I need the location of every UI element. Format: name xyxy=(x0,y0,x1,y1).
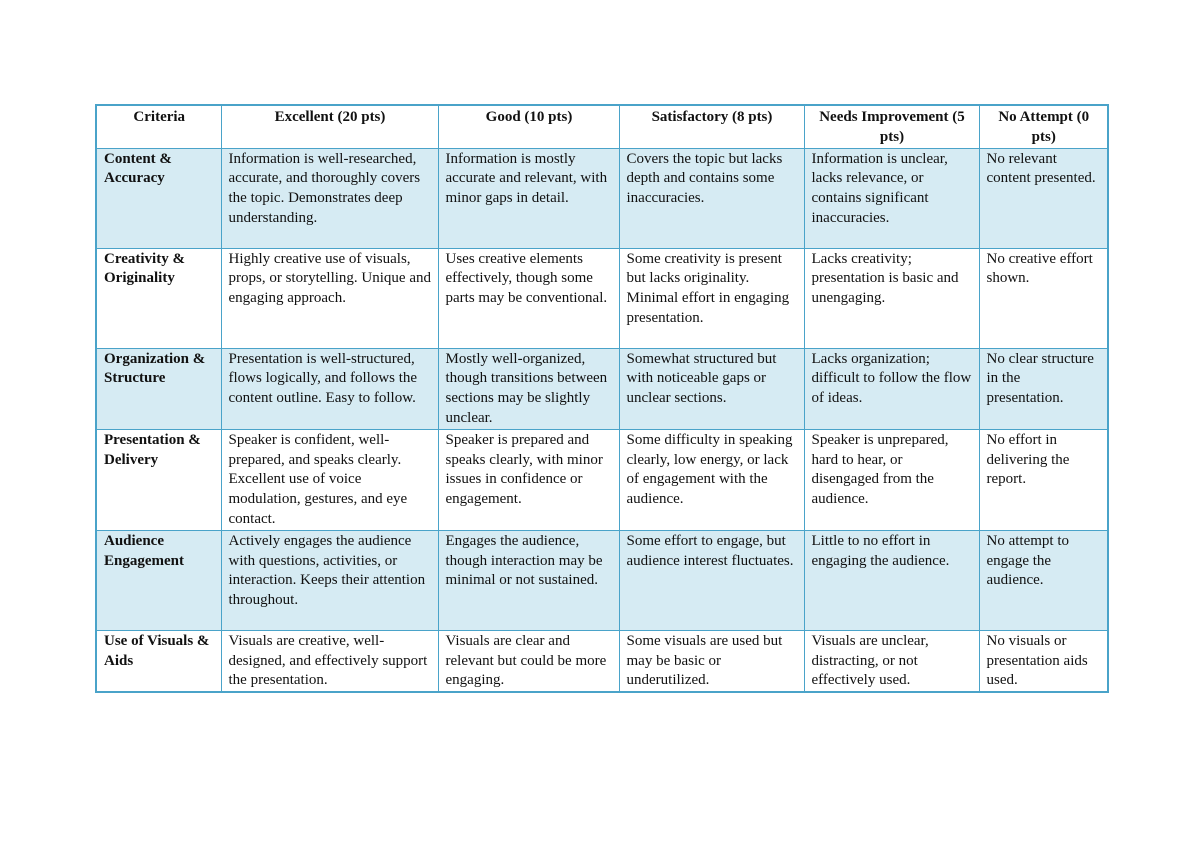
header-good: Good (10 pts) xyxy=(438,105,619,148)
table-row xyxy=(96,530,1108,630)
header-needs-improvement: Needs Improvement (5 pts) xyxy=(804,105,979,148)
table-row xyxy=(96,148,1108,248)
rubric-cell: No creative effort shown. xyxy=(979,248,1108,348)
rubric-cell: No relevant content presented. xyxy=(979,148,1108,248)
rubric-cell: No visuals or presentation aids used. xyxy=(979,630,1108,692)
header-criteria: Criteria xyxy=(96,105,221,148)
rubric-cell: Speaker is prepared and speaks clearly, with minor issues in confidence or engagement. xyxy=(438,429,619,530)
rubric-cell: Information is well-researched, accurate, and thoroughly covers the topic. Demonstrates deep understanding. xyxy=(221,148,438,248)
rubric-cell: Some visuals are used but may be basic or underutilized. xyxy=(619,630,804,692)
rubric-cell: No clear structure in the presentation. xyxy=(979,348,1108,429)
header-no-attempt: No Attempt (0 pts) xyxy=(979,105,1108,148)
rubric-cell: Highly creative use of visuals, props, or storytelling. Unique and engaging approach. xyxy=(221,248,438,348)
criterion-cell: Creativity & Originality xyxy=(96,248,221,348)
table-row xyxy=(96,248,1108,348)
rubric-cell: Information is unclear, lacks relevance, or contains significant inaccuracies. xyxy=(804,148,979,248)
header-satisfactory: Satisfactory (8 pts) xyxy=(619,105,804,148)
header-row xyxy=(96,105,1108,148)
table-row xyxy=(96,630,1108,692)
criterion-cell: Use of Visuals & Aids xyxy=(96,630,221,692)
rubric-table xyxy=(95,104,1109,693)
rubric-cell: Visuals are creative, well-designed, and effectively support the presentation. xyxy=(221,630,438,692)
rubric-cell: No attempt to engage the audience. xyxy=(979,530,1108,630)
rubric-cell: Little to no effort in engaging the audience. xyxy=(804,530,979,630)
rubric-cell: Some effort to engage, but audience interest fluctuates. xyxy=(619,530,804,630)
criterion-cell: Organization & Structure xyxy=(96,348,221,429)
criterion-cell: Presentation & Delivery xyxy=(96,429,221,530)
rubric-cell: Information is mostly accurate and relevant, with minor gaps in detail. xyxy=(438,148,619,248)
rubric-cell: No effort in delivering the report. xyxy=(979,429,1108,530)
table-row xyxy=(96,348,1108,429)
rubric-cell: Somewhat structured but with noticeable gaps or unclear sections. xyxy=(619,348,804,429)
header-excellent: Excellent (20 pts) xyxy=(221,105,438,148)
rubric-cell: Actively engages the audience with questions, activities, or interaction. Keeps their attention throughout. xyxy=(221,530,438,630)
rubric-cell: Some difficulty in speaking clearly, low energy, or lack of engagement with the audience. xyxy=(619,429,804,530)
rubric-cell: Presentation is well-structured, flows logically, and follows the content outline. Easy to follow. xyxy=(221,348,438,429)
rubric-cell: Engages the audience, though interaction may be minimal or not sustained. xyxy=(438,530,619,630)
table-row xyxy=(96,429,1108,530)
rubric-cell: Uses creative elements effectively, though some parts may be conventional. xyxy=(438,248,619,348)
rubric-cell: Speaker is unprepared, hard to hear, or disengaged from the audience. xyxy=(804,429,979,530)
rubric-cell: Speaker is confident, well-prepared, and speaks clearly. Excellent use of voice modulation, gestures, and eye contact. xyxy=(221,429,438,530)
rubric-cell: Covers the topic but lacks depth and contains some inaccuracies. xyxy=(619,148,804,248)
rubric-cell: Some creativity is present but lacks originality. Minimal effort in engaging presentation. xyxy=(619,248,804,348)
rubric-cell: Lacks organization; difficult to follow the flow of ideas. xyxy=(804,348,979,429)
criterion-cell: Audience Engagement xyxy=(96,530,221,630)
rubric-cell: Visuals are clear and relevant but could be more engaging. xyxy=(438,630,619,692)
rubric-cell: Mostly well-organized, though transitions between sections may be slightly unclear. xyxy=(438,348,619,429)
rubric-cell: Lacks creativity; presentation is basic and unengaging. xyxy=(804,248,979,348)
rubric-cell: Visuals are unclear, distracting, or not effectively used. xyxy=(804,630,979,692)
criterion-cell: Content & Accuracy xyxy=(96,148,221,248)
